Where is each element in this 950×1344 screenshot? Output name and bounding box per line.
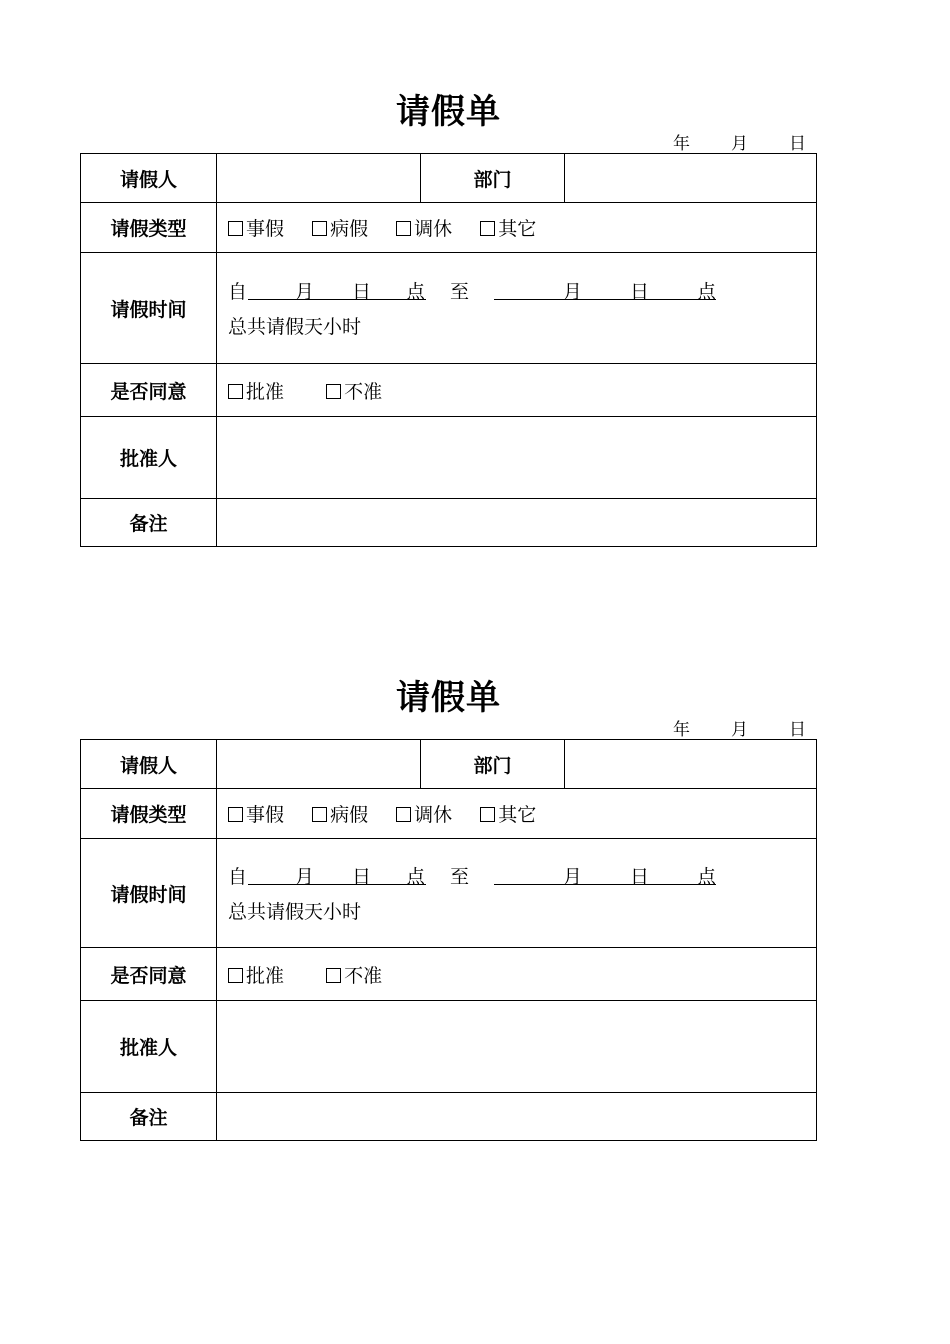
- date-day-label: 日: [789, 134, 806, 154]
- option-compensatory-leave[interactable]: [396, 804, 452, 826]
- checkbox-icon[interactable]: [312, 221, 327, 236]
- option-other[interactable]: [480, 804, 536, 826]
- to-month-label: 月: [563, 280, 583, 303]
- checkbox-icon[interactable]: [396, 807, 411, 822]
- option-sick-leave[interactable]: [312, 804, 368, 826]
- table-row: [81, 499, 817, 547]
- option-label: 批准: [246, 964, 285, 987]
- checkbox-icon[interactable]: [228, 221, 243, 236]
- applicant-field[interactable]: [217, 154, 421, 203]
- agree-label: 是否同意: [81, 364, 217, 417]
- option-label: 事假: [246, 218, 285, 240]
- date-year-label: 年: [673, 720, 690, 740]
- option-other[interactable]: [480, 218, 536, 240]
- remark-field[interactable]: [217, 499, 817, 547]
- checkbox-icon[interactable]: [326, 968, 341, 983]
- table-row: [81, 154, 817, 203]
- option-personal-leave[interactable]: [228, 218, 284, 240]
- to-label: 至: [450, 280, 470, 303]
- to-underline[interactable]: [494, 299, 716, 300]
- checkbox-icon[interactable]: [480, 221, 495, 236]
- date-line: [80, 722, 817, 739]
- applicant-field[interactable]: [217, 740, 421, 789]
- option-label: 批准: [246, 380, 285, 403]
- date-month-label: 月: [731, 720, 748, 740]
- leave-time-field[interactable]: [217, 839, 817, 948]
- table-row: [81, 203, 817, 253]
- leave-type-options: [217, 789, 817, 839]
- leave-time-field[interactable]: [217, 253, 817, 364]
- from-day-label: 日: [352, 280, 372, 303]
- approver-field[interactable]: [217, 417, 817, 499]
- remark-label: 备注: [81, 1093, 217, 1141]
- option-label: 不准: [344, 964, 383, 987]
- from-hour-label: 点: [406, 865, 426, 888]
- checkbox-icon[interactable]: [396, 221, 411, 236]
- option-label: 调休: [414, 218, 453, 240]
- date-line: [80, 136, 817, 153]
- form-title: 请假单: [396, 92, 501, 132]
- option-personal-leave[interactable]: [228, 804, 284, 826]
- table-row: [81, 948, 817, 1001]
- from-month-label: 月: [295, 280, 315, 303]
- date-month-label: 月: [731, 134, 748, 154]
- from-label: 自: [228, 280, 248, 303]
- from-label: 自: [228, 865, 248, 888]
- to-hour-label: 点: [697, 280, 717, 303]
- leave-type-label: 请假类型: [81, 203, 217, 253]
- from-month-label: 月: [295, 865, 315, 888]
- agree-options: [217, 948, 817, 1001]
- table-row: [81, 253, 817, 364]
- leave-time-label: 请假时间: [81, 839, 217, 948]
- option-reject[interactable]: [326, 965, 382, 987]
- from-underline[interactable]: [248, 299, 426, 300]
- to-label: 至: [450, 865, 470, 888]
- remark-field[interactable]: [217, 1093, 817, 1141]
- option-label: 事假: [246, 804, 285, 826]
- department-field[interactable]: [565, 154, 817, 203]
- approver-field[interactable]: [217, 1001, 817, 1093]
- time-range: [228, 278, 816, 306]
- leave-type-options: [217, 203, 817, 253]
- total-duration: 总共请假天小时: [228, 900, 362, 923]
- table-row: [81, 1093, 817, 1141]
- option-label: 不准: [344, 380, 383, 403]
- approver-label: 批准人: [81, 1001, 217, 1093]
- option-reject[interactable]: [326, 381, 382, 403]
- agree-options: [217, 364, 817, 417]
- from-hour-label: 点: [406, 280, 426, 303]
- option-label: 其它: [498, 804, 537, 826]
- date-day-label: 日: [789, 720, 806, 740]
- department-label: 部门: [421, 740, 565, 789]
- applicant-label: 请假人: [81, 154, 217, 203]
- option-label: 调休: [414, 804, 453, 826]
- to-month-label: 月: [563, 865, 583, 888]
- date-year-label: 年: [673, 134, 690, 154]
- option-label: 其它: [498, 218, 537, 240]
- applicant-label: 请假人: [81, 740, 217, 789]
- checkbox-icon[interactable]: [228, 384, 243, 399]
- to-day-label: 日: [630, 865, 650, 888]
- time-range: [228, 863, 816, 891]
- department-label: 部门: [421, 154, 565, 203]
- checkbox-icon[interactable]: [228, 968, 243, 983]
- table-row: [81, 839, 817, 948]
- leave-table: [80, 739, 817, 1141]
- option-label: 病假: [330, 218, 369, 240]
- checkbox-icon[interactable]: [228, 807, 243, 822]
- to-hour-label: 点: [697, 865, 717, 888]
- from-day-label: 日: [352, 865, 372, 888]
- table-row: [81, 417, 817, 499]
- table-row: [81, 364, 817, 417]
- from-underline[interactable]: [248, 884, 426, 885]
- table-row: [81, 789, 817, 839]
- table-row: [81, 740, 817, 789]
- to-day-label: 日: [630, 280, 650, 303]
- to-underline[interactable]: [494, 884, 716, 885]
- option-label: 病假: [330, 804, 369, 826]
- leave-form: [80, 88, 817, 547]
- option-approve[interactable]: [228, 381, 284, 403]
- leave-form: [80, 674, 817, 1141]
- option-sick-leave[interactable]: [312, 218, 368, 240]
- form-title: 请假单: [396, 678, 501, 718]
- leave-time-label: 请假时间: [81, 253, 217, 364]
- department-field[interactable]: [565, 740, 817, 789]
- table-row: [81, 1001, 817, 1093]
- agree-label: 是否同意: [81, 948, 217, 1001]
- leave-table: [80, 153, 817, 547]
- checkbox-icon[interactable]: [326, 384, 341, 399]
- checkbox-icon[interactable]: [312, 807, 327, 822]
- approver-label: 批准人: [81, 417, 217, 499]
- option-compensatory-leave[interactable]: [396, 218, 452, 240]
- leave-type-label: 请假类型: [81, 789, 217, 839]
- checkbox-icon[interactable]: [480, 807, 495, 822]
- option-approve[interactable]: [228, 965, 284, 987]
- remark-label: 备注: [81, 499, 217, 547]
- total-duration: 总共请假天小时: [228, 315, 362, 338]
